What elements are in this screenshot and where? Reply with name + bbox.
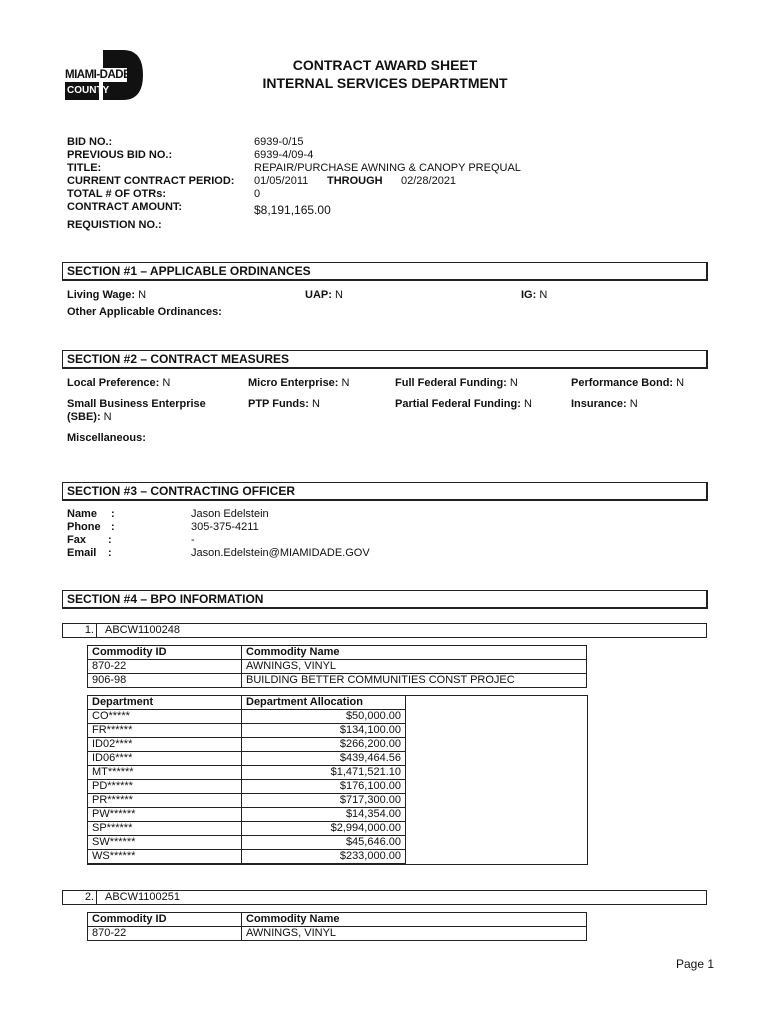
insurance-value: N — [629, 398, 638, 410]
commodity-id: 870-22 — [88, 927, 242, 941]
commodity-name: AWNINGS, VINYL — [242, 927, 587, 941]
department-code: PD****** — [88, 780, 242, 794]
department-allocation: $1,471,521.10 — [242, 766, 406, 780]
department-allocation: $50,000.00 — [242, 710, 406, 724]
commodity-id: 906-98 — [88, 674, 242, 688]
section4-header — [62, 590, 708, 609]
table-header-row — [88, 696, 588, 710]
uap-value: N — [334, 289, 343, 301]
bpo-1-number: 1. — [63, 624, 97, 637]
performance-bond — [571, 377, 684, 390]
full-federal-funding-label: Full Federal Funding: — [395, 377, 507, 389]
table-row — [88, 710, 588, 724]
commodity-name-header: Commodity Name — [242, 913, 587, 927]
allocation-header: Department Allocation — [242, 696, 406, 710]
previous-bid-value: 6939-4/09-4 — [254, 149, 314, 161]
department-code: PW****** — [88, 808, 242, 822]
table-spacer — [406, 696, 588, 710]
table-row — [88, 660, 587, 674]
living-wage — [67, 289, 146, 302]
department-allocation: $233,000.00 — [242, 850, 406, 864]
officer-email-label: Email — [67, 547, 97, 559]
miami-dade-logo — [65, 48, 145, 103]
local-preference — [67, 377, 170, 390]
full-federal-funding-value: N — [509, 377, 518, 389]
bpo-1-bar — [62, 623, 707, 638]
micro-enterprise — [248, 377, 349, 390]
uap-label: UAP: — [305, 289, 332, 301]
table-row — [88, 836, 588, 850]
contract-period-label: CURRENT CONTRACT PERIOD: — [67, 175, 235, 187]
officer-name-value: Jason Edelstein — [191, 508, 269, 520]
department-allocation: $45,646.00 — [242, 836, 406, 850]
contract-amount-label: CONTRACT AMOUNT: — [67, 201, 183, 213]
officer-fax-value: - — [191, 534, 195, 546]
officer-email-value[interactable]: Jason.Edelstein@MIAMIDADE.GOV — [191, 547, 370, 559]
logo-text-bottom: COUNTY — [67, 85, 110, 96]
logo-text-top: MIAMI-DADE — [65, 69, 131, 81]
contract-period-end: 02/28/2021 — [401, 175, 457, 187]
ig-label: IG: — [521, 289, 537, 301]
department-allocation: $266,200.00 — [242, 738, 406, 752]
department-allocation: $176,100.00 — [242, 780, 406, 794]
title-label: TITLE: — [67, 162, 102, 174]
officer-name-colon: : — [111, 508, 115, 520]
section1-title: SECTION #1 – APPLICABLE ORDINANCES — [67, 264, 311, 278]
insurance — [571, 398, 638, 411]
micro-enterprise-value: N — [341, 377, 350, 389]
officer-fax-colon: : — [108, 534, 112, 546]
department-allocation: $134,100.00 — [242, 724, 406, 738]
department-allocation: $14,354.00 — [242, 808, 406, 822]
commodity-id-header: Commodity ID — [88, 646, 242, 660]
table-row — [88, 766, 588, 780]
bid-no-value: 6939-0/15 — [254, 136, 304, 148]
bpo-1-commodity-table — [87, 645, 587, 688]
local-preference-label: Local Preference: — [67, 377, 160, 389]
bpo-2-bar — [62, 890, 707, 905]
page-number: Page 1 — [676, 957, 715, 971]
officer-phone-value: 305-375-4211 — [191, 521, 259, 533]
commodity-id: 870-22 — [88, 660, 242, 674]
officer-phone-label: Phone — [67, 521, 101, 533]
department-code: SP****** — [88, 822, 242, 836]
table-row — [88, 780, 588, 794]
department-code: MT****** — [88, 766, 242, 780]
living-wage-value: N — [138, 289, 147, 301]
document-subtitle: INTERNAL SERVICES DEPARTMENT — [262, 75, 508, 91]
commodity-id-header: Commodity ID — [88, 913, 242, 927]
total-otrs-value: 0 — [254, 188, 261, 200]
partial-federal-funding — [395, 398, 532, 411]
local-preference-value: N — [162, 377, 171, 389]
department-code: PR****** — [88, 794, 242, 808]
partial-federal-funding-label: Partial Federal Funding: — [395, 398, 521, 410]
bid-no-label: BID NO.: — [67, 136, 113, 148]
section4-title: SECTION #4 – BPO INFORMATION — [67, 592, 264, 606]
contract-period-start: 01/05/2011 — [254, 175, 309, 187]
miscellaneous-label: Miscellaneous: — [67, 432, 146, 444]
department-code: ID06**** — [88, 752, 242, 766]
officer-phone-colon: : — [111, 521, 115, 533]
table-row — [88, 927, 587, 941]
insurance-label: Insurance: — [571, 398, 627, 410]
ig — [521, 289, 547, 302]
performance-bond-value: N — [676, 377, 685, 389]
sbe-label-line2: (SBE): — [67, 411, 101, 423]
sbe-value: N — [103, 411, 112, 423]
commodity-name: AWNINGS, VINYL — [242, 660, 587, 674]
document-title: CONTRACT AWARD SHEET — [292, 57, 478, 73]
table-row — [88, 850, 588, 864]
department-code: FR****** — [88, 724, 242, 738]
department-code: SW****** — [88, 836, 242, 850]
full-federal-funding — [395, 377, 518, 390]
department-allocation: $717,300.00 — [242, 794, 406, 808]
bpo-1-department-table — [87, 695, 587, 864]
table-row — [88, 724, 588, 738]
other-ordinances-label: Other Applicable Ordinances: — [67, 306, 222, 318]
table-row — [88, 738, 588, 752]
officer-email-colon: : — [108, 547, 112, 559]
table-header-row — [88, 913, 587, 927]
section2-header — [62, 350, 708, 369]
table-header-row — [88, 646, 587, 660]
department-code: ID02**** — [88, 738, 242, 752]
table-row — [88, 752, 588, 766]
uap — [305, 289, 343, 302]
department-code: CO***** — [88, 710, 242, 724]
through-label: THROUGH — [327, 175, 383, 187]
living-wage-label: Living Wage: — [67, 289, 136, 301]
department-code: WS****** — [88, 850, 242, 864]
section3-title: SECTION #3 – CONTRACTING OFFICER — [67, 484, 296, 498]
requisition-label: REQUISTION NO.: — [67, 219, 162, 231]
officer-name-label: Name — [67, 508, 97, 520]
ig-value: N — [539, 289, 548, 301]
performance-bond-label: Performance Bond: — [571, 377, 674, 389]
bpo-1-id: ABCW1100248 — [105, 624, 181, 636]
ptp-funds-value: N — [311, 398, 320, 410]
department-allocation: $439,464.56 — [242, 752, 406, 766]
section2-title: SECTION #2 – CONTRACT MEASURES — [67, 352, 290, 366]
ptp-funds-label: PTP Funds: — [248, 398, 309, 410]
sbe — [67, 411, 112, 424]
title-value: REPAIR/PURCHASE AWNING & CANOPY PREQUAL — [254, 162, 521, 174]
commodity-name: BUILDING BETTER COMMUNITIES CONST PROJEC — [242, 674, 587, 688]
section3-header — [62, 482, 708, 501]
department-allocation: $2,994,000.00 — [242, 822, 406, 836]
contract-amount-value: $8,191,165.00 — [254, 203, 331, 217]
table-row — [88, 674, 587, 688]
micro-enterprise-label: Micro Enterprise: — [248, 377, 339, 389]
bpo-2-commodity-table — [87, 912, 587, 941]
officer-fax-label: Fax — [67, 534, 86, 546]
table-row — [88, 808, 588, 822]
section1-header — [62, 262, 708, 281]
partial-federal-funding-value: N — [523, 398, 532, 410]
ptp-funds — [248, 398, 320, 411]
table-row — [88, 794, 588, 808]
bpo-2-id: ABCW1100251 — [105, 891, 181, 903]
commodity-name-header: Commodity Name — [242, 646, 587, 660]
department-header: Department — [88, 696, 242, 710]
previous-bid-label: PREVIOUS BID NO.: — [67, 149, 173, 161]
total-otrs-label: TOTAL # OF OTRs: — [67, 188, 167, 200]
table-row — [88, 822, 588, 836]
bpo-2-number: 2. — [63, 891, 97, 904]
sbe-label-line1: Small Business Enterprise — [67, 398, 206, 410]
